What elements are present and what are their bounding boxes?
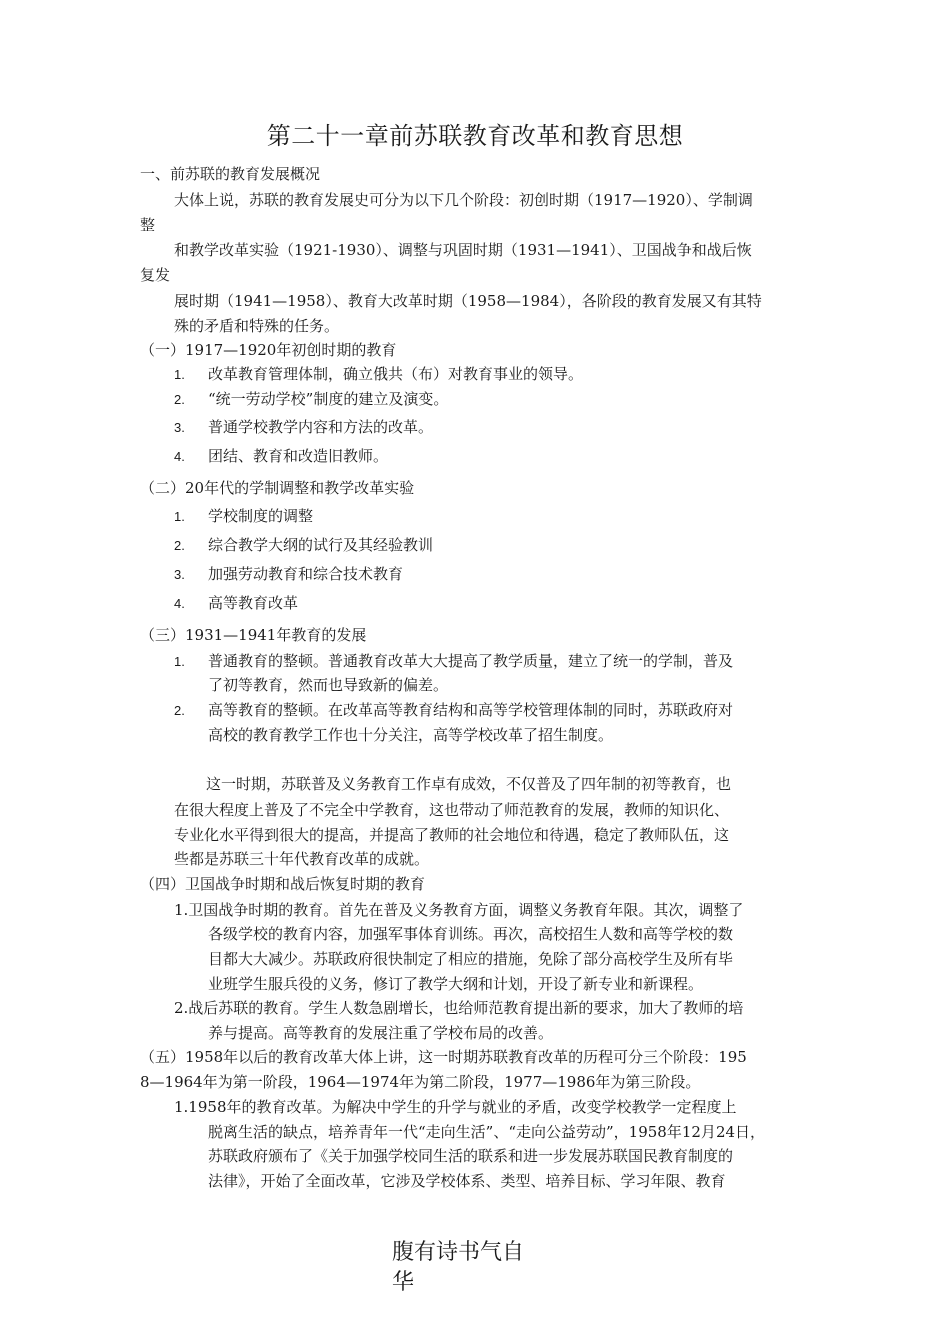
- subsection-heading: （四）卫国战争时期和战后恢复时期的教育: [140, 875, 426, 893]
- list-item: 1.1958年的教育改革。为解决中学生的升学与就业的矛盾，改变学校教学一定程度上: [174, 1098, 737, 1116]
- list-number: 1.: [174, 509, 185, 524]
- list-text-continued: 高校的教育教学工作也十分关注，高等学校改革了招生制度。: [208, 726, 614, 744]
- list-item: [174, 700, 733, 721]
- list-text-continued: 业班学生服兵役的义务，修订了教学大纲和计划，开设了新专业和新课程。: [208, 975, 704, 993]
- footer-line: 华: [392, 1270, 415, 1295]
- list-text: 普通教育的整顿。普通教育改革大大提高了教学质量，建立了统一的学制，普及: [208, 652, 734, 670]
- list-item: [174, 564, 403, 585]
- list-text: “统一劳动学校”制度的建立及演变。: [208, 390, 449, 408]
- list-item: [174, 389, 448, 410]
- intro-line: 整: [140, 216, 156, 234]
- paragraph-line: 专业化水平得到很大的提高，并提高了教师的社会地位和待遇，稳定了教师队伍，这: [174, 826, 730, 844]
- list-text-continued: 养与提高。高等教育的发展注重了学校布局的改善。: [208, 1024, 554, 1042]
- subsection-heading: （二）20年代的学制调整和教学改革实验: [140, 479, 415, 497]
- list-number: 2.: [174, 392, 185, 407]
- list-number: 2.: [174, 538, 185, 553]
- list-item: 2.战后苏联的教育。学生人数急剧增长，也给师范教育提出新的要求，加大了教师的培: [174, 999, 744, 1017]
- list-number: 3.: [174, 567, 185, 582]
- subsection-heading: （三）1931—1941年教育的发展: [140, 626, 367, 644]
- subsection-heading: （五）1958年以后的教育改革大体上讲，这一时期苏联教育改革的历程可分三个阶段：195: [140, 1048, 747, 1066]
- paragraph-line: 些都是苏联三十年代教育改革的成就。: [174, 850, 430, 868]
- intro-line: 大体上说，苏联的教育发展史可分为以下几个阶段：初创时期（1917—1920）、学制调: [174, 191, 753, 209]
- paragraph-line: 8—1964年为第一阶段，1964—1974年为第二阶段，1977—1986年为第三阶段。: [140, 1073, 701, 1091]
- intro-line: 展时期（1941—1958）、教育大改革时期（1958—1984），各阶段的教育发展又有其特: [174, 292, 762, 310]
- list-item: [174, 364, 583, 385]
- list-text: 团结、教育和改造旧教师。: [208, 447, 389, 465]
- list-item: [174, 417, 433, 438]
- list-text-continued: 脱离生活的缺点，培养青年一代“走向生活”、“走向公益劳动”，1958年12月24日，: [208, 1123, 766, 1141]
- list-text-continued: 了初等教育，然而也导致新的偏差。: [208, 676, 449, 694]
- subsection-heading: （一）1917—1920年初创时期的教育: [140, 341, 397, 359]
- list-item: 1.卫国战争时期的教育。首先在普及义务教育方面，调整义务教育年限。其次，调整了: [174, 901, 744, 919]
- intro-line: 和教学改革实验（1921-1930）、调整与巩固时期（1931—1941）、卫国战争和战后恢: [174, 241, 752, 259]
- list-number: 3.: [174, 420, 185, 435]
- footer-line: 腹有诗书气自: [392, 1240, 525, 1265]
- list-number: 2.: [174, 703, 185, 718]
- list-text: 综合教学大纲的试行及其经验教训: [208, 536, 434, 554]
- list-item: [174, 535, 433, 556]
- list-item: [174, 506, 313, 527]
- intro-line: 复发: [140, 266, 171, 284]
- list-item: [174, 651, 733, 672]
- list-number: 1.: [174, 367, 185, 382]
- list-text-continued: 法律》，开始了全面改革，它涉及学校体系、类型、培养目标、学习年限、教育: [208, 1172, 726, 1190]
- list-item: [174, 446, 388, 467]
- list-text: 普通学校教学内容和方法的改革。: [208, 418, 434, 436]
- section-heading: 一、前苏联的教育发展概况: [140, 165, 321, 183]
- list-number: 1.: [174, 654, 185, 669]
- list-number: 4.: [174, 596, 185, 611]
- paragraph-line: 这一时期，苏联普及义务教育工作卓有成效，不仅普及了四年制的初等教育，也: [206, 775, 732, 793]
- list-text: 学校制度的调整: [208, 507, 314, 525]
- list-text-continued: 目都大大减少。苏联政府很快制定了相应的措施，免除了部分高校学生及所有毕: [208, 950, 734, 968]
- chapter-title: 第二十一章前苏联教育改革和教育思想: [266, 122, 684, 150]
- paragraph-line: 在很大程度上普及了不完全中学教育，这也带动了师范教育的发展，教师的知识化、: [174, 801, 730, 819]
- list-text: 高等教育的整顿。在改革高等教育结构和高等学校管理体制的同时，苏联政府对: [208, 701, 734, 719]
- footer-slogan: [392, 1238, 524, 1298]
- intro-line: 殊的矛盾和特殊的任务。: [174, 317, 340, 335]
- list-item: [174, 593, 298, 614]
- list-number: 4.: [174, 449, 185, 464]
- list-text: 改革教育管理体制，确立俄共（布）对教育事业的领导。: [208, 365, 584, 383]
- list-text: 高等教育改革: [208, 594, 299, 612]
- list-text-continued: 苏联政府颁布了《关于加强学校同生活的联系和进一步发展苏联国民教育制度的: [208, 1147, 734, 1165]
- list-text-continued: 各级学校的教育内容，加强军事体育训练。再次，高校招生人数和高等学校的数: [208, 925, 734, 943]
- list-text: 加强劳动教育和综合技术教育: [208, 565, 404, 583]
